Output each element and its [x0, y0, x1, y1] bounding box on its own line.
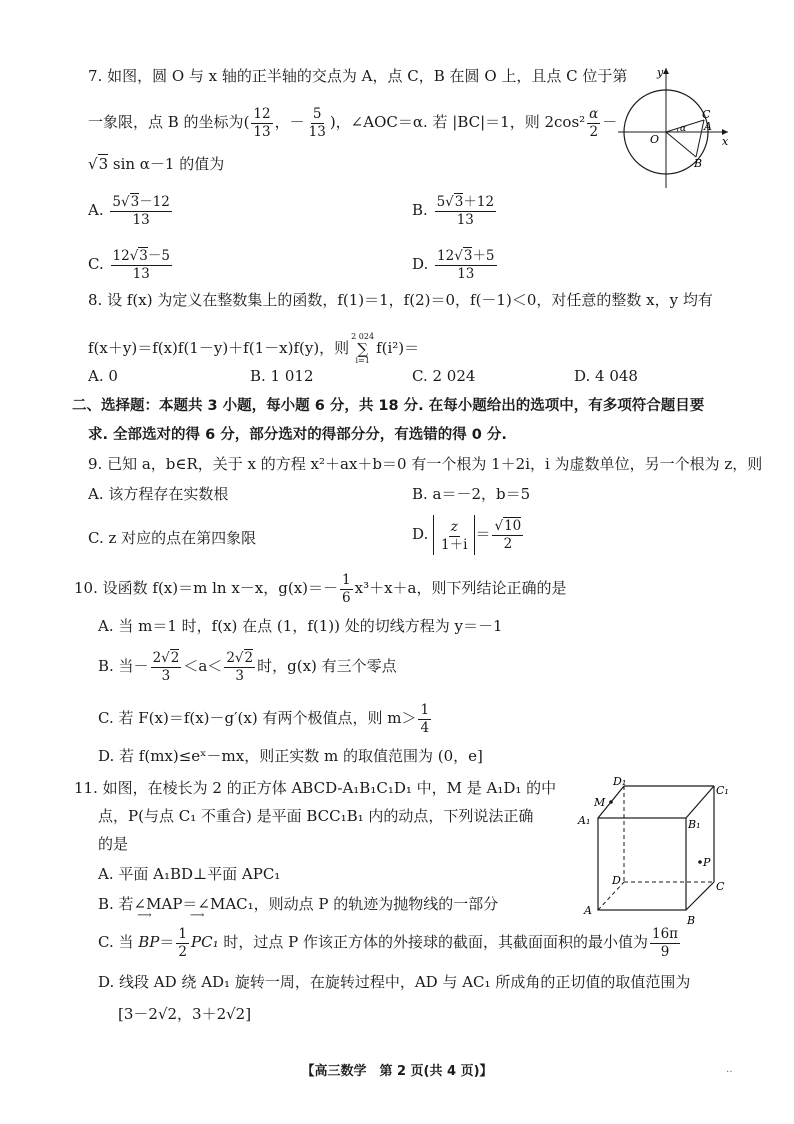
q8-option-c[interactable]: C. 2 024 — [412, 367, 476, 385]
q7-line3-rest: sin α－1 的值为 — [108, 155, 225, 173]
segment-ob — [666, 132, 696, 157]
q11-opt-c-eq: ＝ — [159, 933, 175, 951]
q10-opt-b-frac2: $\frac{2√2}{3}$ — [226, 649, 254, 684]
q8-line1: 8. 设 f(x) 为定义在整数集上的函数，f(1)＝1，f(2)＝0，f(－1)＜0，对任意的整数 x，y 均有 — [88, 291, 713, 309]
q8-line2-end: f(i²)＝ — [376, 339, 420, 357]
q9-option-d[interactable] — [412, 514, 525, 555]
q10-stem-frac — [340, 572, 353, 607]
q11-line3: 的是 — [98, 835, 129, 853]
q8-sum-symbol: ∑ — [357, 340, 368, 358]
q7-alpha-num: α — [589, 105, 599, 122]
q7-by-frac — [307, 106, 328, 141]
q8-option-b[interactable]: B. 1 012 — [250, 367, 314, 385]
q7-opt-a-label: A. — [88, 201, 104, 219]
q10-option-b[interactable] — [98, 646, 397, 686]
q7-opt-a-frac: $\frac{5√3-12}{13}$ — [112, 193, 170, 228]
q8-line2-text: f(x＋y)＝f(x)f(1－y)＋f(1－x)f(y)，则 — [88, 339, 350, 357]
edge-bc — [686, 882, 714, 910]
q9-option-b[interactable]: B. a＝－2，b＝5 — [412, 485, 531, 503]
q7-line3-sqrt: 3 — [98, 155, 109, 173]
q10-opt-c-den: 4 — [420, 719, 430, 736]
section2-heading-line1: 二、选择题：本题共 3 小题，每小题 6 分，共 18 分. 在每小题给出的选项中，有多项符合题目要 — [72, 398, 705, 414]
q8-sum — [351, 332, 374, 366]
q7-by-num: 5 — [312, 105, 322, 122]
q10-opt-c-pre: C. 若 F(x)＝f(x)－g′(x) 有两个极值点，则 m＞ — [98, 709, 417, 727]
q7-opt-b-num-a: 5 — [436, 193, 446, 210]
label-a: A — [584, 904, 592, 917]
q9-opt-d-label: D. — [412, 525, 429, 543]
q10-opt-b-mid: ＜a＜ — [183, 657, 223, 675]
q7-line1: 7. 如图，圆 O 与 x 轴的正半轴的交点为 A，点 C，B 在圆 O 上，且点 C 位于第 — [88, 67, 628, 85]
q9-stem: 9. 已知 a，b∈R，关于 x 的方程 x²＋ax＋b＝0 有一个根为 1＋2i，i 为虚数单位，另一个根为 z，则 — [88, 455, 763, 473]
q11-opt-c-frac — [176, 926, 189, 961]
y-axis-arrow — [663, 68, 669, 74]
q7-opt-d-num-b: ＋5 — [472, 247, 495, 264]
q11-line1: 11. 如图，在棱长为 2 的正方体 ABCD-A₁B₁C₁D₁ 中，M 是 A₁D₁ 的中 — [74, 779, 557, 797]
q7-opt-b-label: B. — [412, 201, 428, 219]
q9-opt-d-rfrac: $\frac{√10}{2}$ — [494, 517, 522, 552]
q11-option-d-line1[interactable]: D. 线段 AD 绕 AD₁ 旋转一周，在旋转过程中，AD 与 AC₁ 所成角的正切值的取值范围为 — [98, 973, 691, 991]
q8-line2 — [88, 332, 419, 366]
q10-opt-c-num: 1 — [420, 701, 430, 718]
q10-opt-b-num2-a: 2 — [226, 649, 235, 666]
q8-option-a[interactable]: A. 0 — [88, 367, 118, 385]
q10-stem-num: 1 — [342, 571, 351, 588]
q7-opt-d-num-a: 12 — [437, 247, 455, 264]
point-c-label: C — [702, 108, 711, 121]
q11-option-c[interactable] — [98, 922, 682, 962]
q9-opt-d-eq: ＝ — [475, 525, 491, 543]
q7-opt-c-frac: $\frac{12√3-5}{13}$ — [112, 247, 170, 282]
label-d: D — [612, 874, 621, 887]
q9-option-a[interactable]: A. 该方程存在实数根 — [88, 485, 229, 503]
q10-opt-b-num1-a: 2 — [152, 649, 162, 666]
q7-line2: 一象限，点 B 的坐标为( $\frac{12}{13}$ ，－ $\frac{5}{13}$ )，∠AOC＝α. 若 |BC|＝1，则 2cos² $\frac{\alpha}{2}$ － — [88, 105, 618, 140]
q10-option-c[interactable] — [98, 698, 433, 738]
q10-opt-b-pre: B. 当－ — [98, 657, 149, 675]
point-p — [698, 860, 702, 864]
q7-alpha-den: 2 — [589, 123, 599, 140]
q11-opt-c-vec-bp: ⟶ BP — [138, 922, 159, 962]
point-a-label: A — [704, 120, 712, 133]
q7-by-den: 13 — [308, 123, 326, 140]
q10-opt-b-num1-sqrt: 2 — [170, 649, 180, 666]
q7-line2-end: － — [602, 113, 618, 131]
front-face — [598, 818, 686, 910]
q7-opt-b-frac: $\frac{5√3+12}{13}$ — [436, 193, 495, 228]
y-axis-label: y — [657, 66, 664, 79]
q10-opt-b-post: 时，g(x) 有三个零点 — [257, 657, 397, 675]
q11-opt-c-rden: 9 — [660, 943, 670, 960]
q7-bx-den: 13 — [253, 123, 271, 140]
x-axis-label: x — [722, 135, 729, 148]
q11-opt-c-rfrac — [650, 926, 680, 961]
q8-option-d[interactable]: D. 4 048 — [574, 367, 638, 385]
section2-heading-line2: 求. 全部选对的得 6 分，部分选对的得部分分，有选错的得 0 分. — [88, 427, 507, 443]
q7-option-d[interactable] — [412, 244, 499, 284]
q11-opt-c-rnum: 16π — [652, 925, 679, 942]
label-d1: D₁ — [613, 775, 627, 788]
q7-opt-b-den: 13 — [456, 211, 474, 228]
q7-option-b[interactable] — [412, 190, 498, 230]
edge-b1c1 — [686, 786, 714, 818]
q9-option-c[interactable]: C. z 对应的点在第四象限 — [88, 529, 257, 547]
q7-option-c[interactable] — [88, 244, 174, 284]
label-p: P — [703, 856, 711, 869]
q7-opt-b-num-b: ＋12 — [463, 193, 495, 210]
q9-opt-d-rden: 2 — [503, 535, 513, 552]
q10-option-d[interactable]: D. 若 f(mx)≤eˣ－mx，则正实数 m 的取值范围为 (0，e] — [98, 747, 483, 765]
q7-opt-d-label: D. — [412, 255, 429, 273]
q11-opt-c-mid: 时，过点 P 作该正方体的外接球的截面，其截面面积的最小值为 — [218, 933, 648, 951]
q7-bx-num: 12 — [253, 105, 271, 122]
q9-opt-d-frac — [439, 519, 469, 554]
q7-option-a[interactable] — [88, 190, 174, 230]
q7-line2-mid: ，∠AOC＝α. 若 |BC|＝1，则 2cos² — [335, 113, 586, 131]
q11-option-b[interactable]: B. 若∠MAP＝∠MAC₁，则动点 P 的轨迹为抛物线的一部分 — [98, 895, 499, 913]
q7-opt-c-num-a: 12 — [112, 247, 130, 264]
point-o-label: O — [650, 133, 660, 146]
label-m: M — [594, 796, 606, 809]
q7-opt-c-label: C. — [88, 255, 104, 273]
q7-opt-a-num-b: －12 — [139, 193, 170, 210]
q7-opt-c-sqrt: 3 — [139, 247, 148, 264]
q9-opt-d-rnum: 10 — [504, 517, 522, 534]
q11-opt-c-vec-pc1: ⟶ PC₁ — [191, 922, 219, 962]
q10-opt-c-frac — [418, 702, 431, 737]
q7-opt-c-den: 13 — [132, 265, 150, 282]
q7-opt-d-den: 13 — [457, 265, 475, 282]
q7-line2-pre: 一象限，点 B 的坐标为 — [88, 113, 244, 131]
q10-stem — [74, 568, 567, 608]
q11-cube-figure — [576, 774, 736, 928]
label-c: C — [716, 880, 725, 893]
q11-opt-c-num: 1 — [178, 925, 187, 942]
q11-option-a[interactable]: A. 平面 A₁BD⊥平面 APC₁ — [98, 865, 281, 883]
page-footer: 【高三数学 第 2 页(共 4 页)】 — [301, 1064, 493, 1079]
q10-opt-b-den1: 3 — [161, 667, 171, 684]
q7-opt-c-num-b: －5 — [147, 247, 170, 264]
q7-opt-d-sqrt: 3 — [463, 247, 473, 264]
q7-opt-b-sqrt: 3 — [454, 193, 464, 210]
q8-sum-top: 2 024 — [351, 332, 375, 341]
alpha-label: α — [680, 124, 687, 134]
q7-opt-a-sqrt: 3 — [130, 193, 140, 210]
q9-opt-d-abs — [433, 515, 475, 555]
q7-opt-d-frac: $\frac{12√3+5}{13}$ — [437, 247, 495, 282]
q11-option-d-line2: [3－2√2，3＋2√2] — [118, 1005, 252, 1023]
label-c1: C₁ — [716, 784, 729, 797]
q7-bx-frac — [251, 106, 272, 141]
q9-opt-d-num: z — [450, 518, 458, 535]
label-a1: A₁ — [578, 814, 591, 827]
q10-opt-b-den2: 3 — [235, 667, 244, 684]
q7-alpha-frac — [587, 106, 600, 141]
q10-opt-b-num2-sqrt: 2 — [244, 649, 254, 666]
q10-stem-pre: 10. 设函数 f(x)＝m ln x－x，g(x)＝－ — [74, 579, 339, 597]
q7-opt-a-den: 13 — [132, 211, 150, 228]
q10-option-a[interactable]: A. 当 m＝1 时，f(x) 在点 (1，f(1)) 处的切线方程为 y＝－1 — [98, 617, 503, 635]
q10-stem-den: 6 — [342, 589, 351, 606]
q11-line2: 点，P(与点 C₁ 不重合) 是平面 BCC₁B₁ 内的动点，下列说法正确 — [98, 807, 534, 825]
point-m — [609, 800, 613, 804]
point-b-label: B — [694, 157, 703, 170]
corner-mark: ‥ — [726, 1064, 733, 1075]
q11-opt-c-pre: C. 当 — [98, 933, 134, 951]
q7-circle-figure — [618, 64, 734, 192]
q9-opt-d-den: 1＋i — [441, 536, 468, 553]
label-b1: B₁ — [688, 818, 701, 831]
q11-opt-c-den: 2 — [178, 943, 187, 960]
q7-opt-a-num-a: 5 — [112, 193, 121, 210]
q8-sum-bottom: i=1 — [355, 356, 370, 365]
q7-line3: √3 sin α－1 的值为 — [88, 155, 225, 173]
q10-opt-b-frac1: $\frac{2√2}{3}$ — [152, 649, 180, 684]
q10-stem-post: x³＋x＋a，则下列结论正确的是 — [354, 579, 567, 597]
label-b: B — [687, 914, 696, 927]
